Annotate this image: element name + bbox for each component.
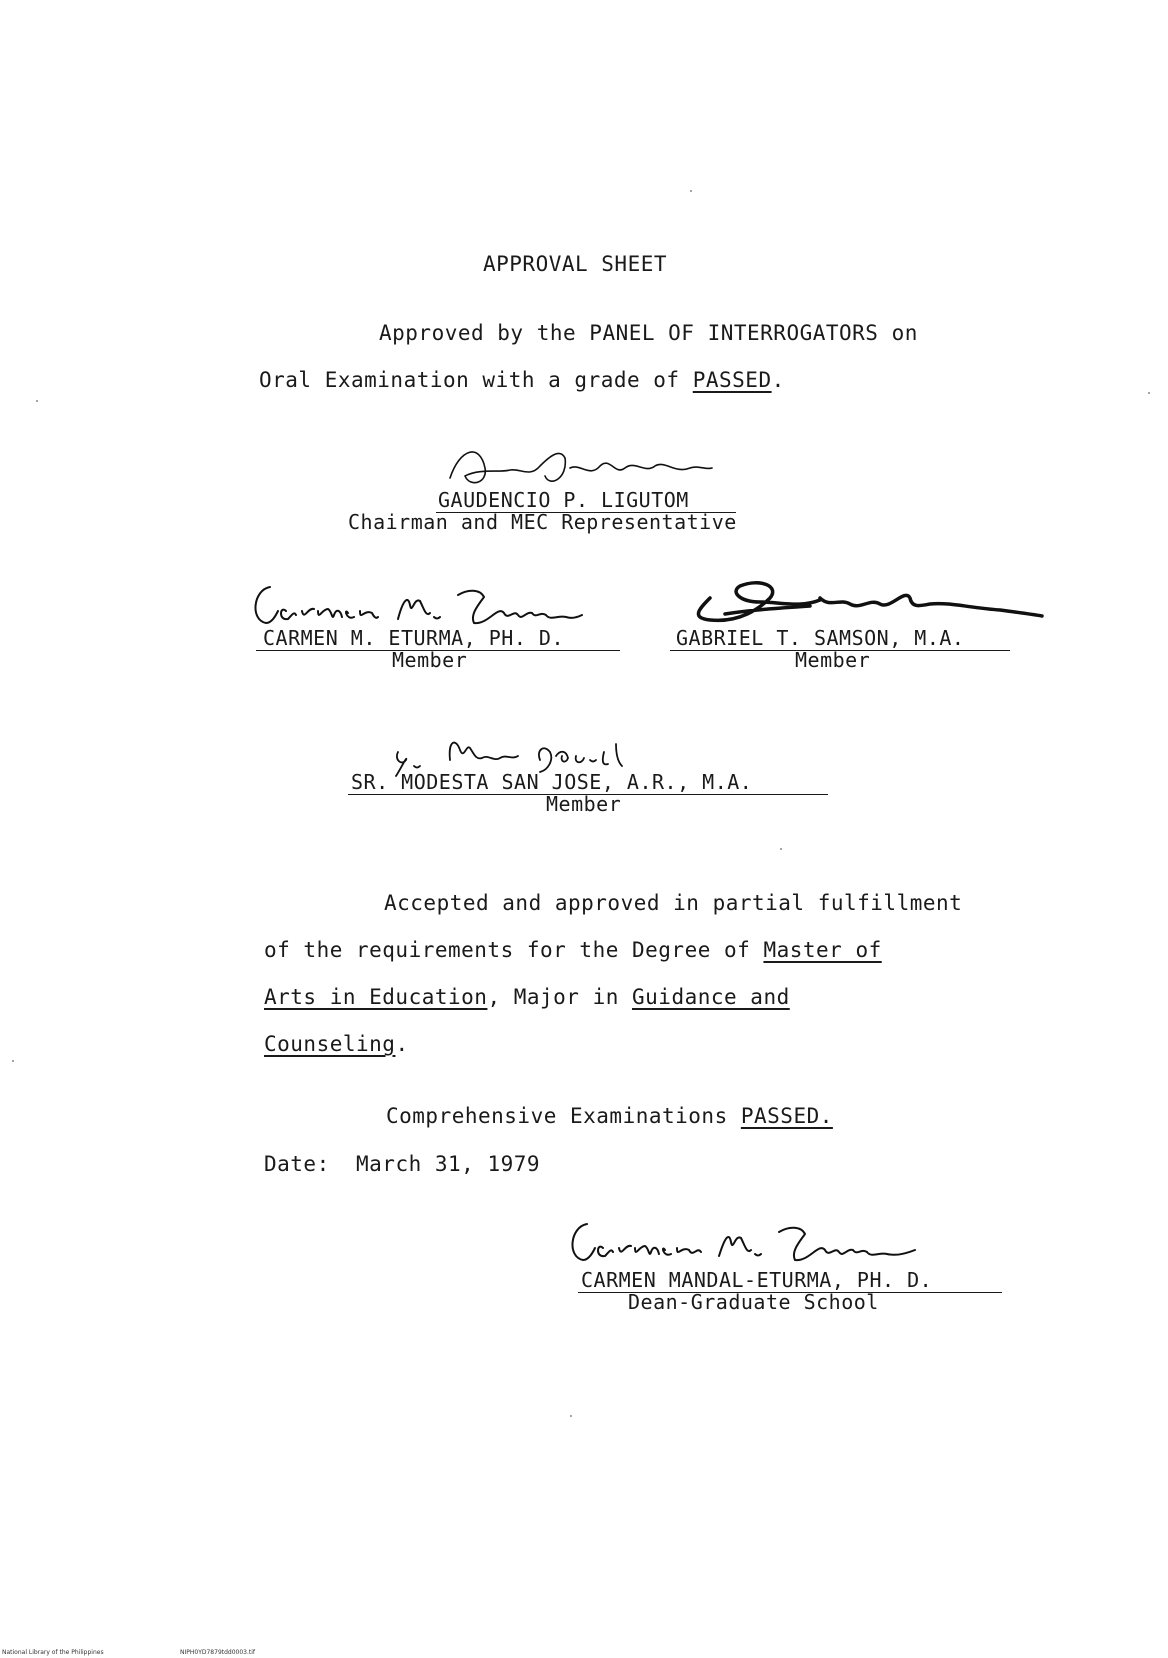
member-2-role: Member: [795, 648, 871, 672]
intro-line-2: [259, 368, 785, 392]
chairman-name: GAUDENCIO P. LIGUTOM: [438, 488, 689, 512]
panel-of-interrogators: PANEL OF INTERROGATORS: [589, 321, 879, 345]
acceptance-line-2: [264, 938, 882, 962]
intro-line-1: [379, 321, 918, 345]
dean-name: CARMEN MANDAL-ETURMA, PH. D.: [581, 1268, 933, 1292]
comprehensive-exam-label: Comprehensive Examinations: [386, 1104, 741, 1128]
scan-speck: [36, 400, 38, 402]
intro-line-1-suffix: on: [878, 321, 918, 345]
major-part-2: Counseling: [264, 1032, 396, 1056]
date-value: March 31, 1979: [356, 1152, 541, 1176]
member-1-role: Member: [392, 648, 468, 672]
acceptance-line-4: [264, 1032, 409, 1056]
acceptance-end: .: [395, 1032, 409, 1056]
member-3-name: SR. MODESTA SAN JOSE, A.R., M.A.: [351, 770, 753, 794]
major-part-1: Guidance and: [632, 985, 790, 1009]
member-3-role: Member: [546, 792, 622, 816]
member-2-name: GABRIEL T. SAMSON, M.A.: [676, 626, 965, 650]
grade-value: PASSED: [692, 368, 772, 392]
footer-filename: NIPH0YD7879tdd0003.tif: [180, 1649, 256, 1656]
scan-speck: [780, 848, 782, 850]
intro-line-1-prefix: Approved by the: [379, 321, 590, 345]
dean-role: Dean-Graduate School: [628, 1290, 879, 1314]
chairman-role: Chairman and MEC Representative: [348, 510, 737, 534]
date-label: Date:: [264, 1152, 330, 1176]
footer-source: National Library of the Philippines: [2, 1649, 104, 1656]
acceptance-line-1: Accepted and approved in partial fulfillment: [384, 891, 963, 915]
member-1-name: CARMEN M. ETURMA, PH. D.: [263, 626, 564, 650]
major-prefix: , Major in: [487, 985, 633, 1009]
scan-speck: [570, 1415, 572, 1417]
acceptance-line-3: [264, 985, 790, 1009]
intro-line-2-prefix: Oral Examination with a grade of: [259, 368, 693, 392]
scan-speck: [12, 1060, 14, 1062]
scan-speck: [1148, 392, 1150, 394]
comprehensive-exam-line: [386, 1104, 833, 1128]
degree-part-1: Master of: [763, 938, 882, 962]
acceptance-line-2-prefix: of the requirements for the Degree of: [264, 938, 764, 962]
scan-speck: [690, 190, 692, 192]
document-title: APPROVAL SHEET: [483, 252, 668, 276]
intro-line-2-suffix: .: [771, 368, 785, 392]
degree-part-2: Arts in Education: [264, 985, 488, 1009]
date-line: [264, 1152, 540, 1176]
dean-signature: [565, 1212, 925, 1274]
comprehensive-exam-result: PASSED.: [740, 1104, 833, 1128]
